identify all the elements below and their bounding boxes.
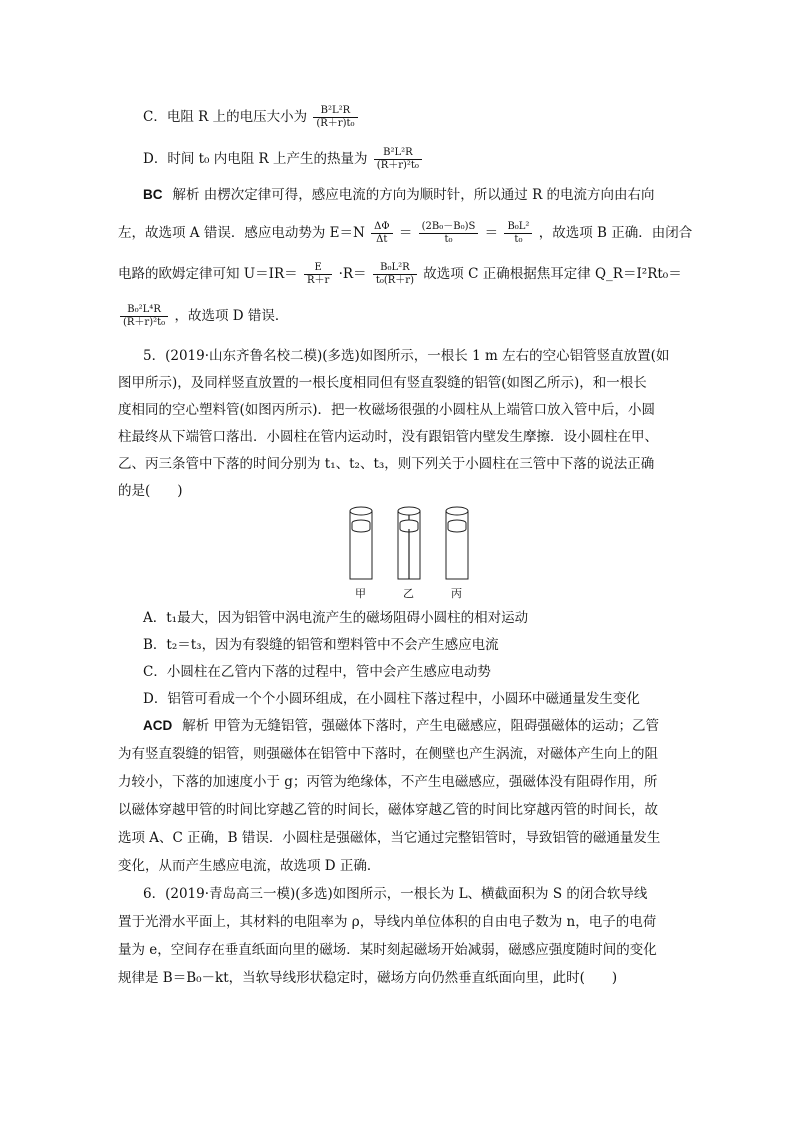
fraction <box>373 262 417 287</box>
q5-option-d: D．铝管可看成一个个小圆环组成，在小圆柱下落过程中，小圆环中磁通量发生变化 <box>143 691 640 707</box>
fraction <box>371 221 392 246</box>
q5-option-a: A．t₁最大，因为铝管中涡电流产生的磁场阻碍小圆柱的相对运动 <box>143 610 529 626</box>
frac-numerator: B₀²L⁴R <box>120 304 168 317</box>
frac-denominator: (R＋r)t₀ <box>316 118 355 129</box>
q5-line2: 图甲所示)，及同样竖直放置的一根长度相同但有竖直裂缝的铝管(如图乙所示)，和一根长 <box>118 375 647 391</box>
frac-numerator: B₀L²R <box>373 262 417 275</box>
analysis-text: ，故选项 B 正确．由闭合 <box>538 225 693 241</box>
answer-label: BC <box>143 187 163 202</box>
fraction <box>504 221 532 246</box>
fraction <box>120 304 168 329</box>
equals-sign: ＝ <box>398 225 413 241</box>
q5-option-b: B．t₂＝t₃，因为有裂缝的铝管和塑料管中不会产生感应电流 <box>143 637 499 653</box>
analysis1-line3 <box>118 262 682 287</box>
analysis1-line1 <box>143 186 655 204</box>
q5-line1: 5．(2019·山东齐鲁名校二模)(多选)如图所示，一根长 1 m 左右的空心铝管竖直放置(如 <box>143 348 670 364</box>
frac-denominator: (R＋r)²t₀ <box>376 160 419 171</box>
tube-jia <box>350 507 372 579</box>
fraction <box>419 221 479 246</box>
q6-line2: 置于光滑水平面上，其材料的电阻率为 ρ，导线内单位体积的自由电子数为 n，电子的电荷 <box>118 914 657 930</box>
q5-line5: 乙、丙三条管中下落的时间分别为 t₁、t₂、t₃，则下列关于小圆柱在三管中下落的说法正确 <box>118 456 655 472</box>
answer-label: ACD <box>143 718 173 733</box>
frac-numerator: (2B₀－B₀)S <box>419 221 479 234</box>
analysis2-line1 <box>143 717 659 735</box>
analysis-text: 解析 由楞次定律可得，感应电流的方向为顺时针，所以通过 R 的电流方向由右向 <box>172 187 655 203</box>
frac-numerator: ΔΦ <box>371 221 392 234</box>
analysis2-line6: 变化，从而产生感应电流，故选项 D 正确． <box>118 858 381 874</box>
analysis1-line2 <box>118 221 692 246</box>
analysis-text: 故选项 C 正确根据焦耳定律 Q_R＝I²Rt₀＝ <box>423 266 682 282</box>
tube-yi <box>398 507 420 579</box>
equals-sign: ＝ <box>484 225 499 241</box>
frac-numerator: B²L²R <box>374 147 422 160</box>
fig-label-yi: 乙 <box>403 587 414 600</box>
q5-option-c: C．小圆柱在乙管内下落的过程中，管中会产生感应电动势 <box>143 664 491 680</box>
three-tubes-figure <box>338 505 478 585</box>
fraction <box>304 262 332 287</box>
q5-line6: 的是( ) <box>118 483 183 499</box>
frac-denominator: (R＋r)²t₀ <box>123 317 166 328</box>
analysis-text: ·R＝ <box>338 266 367 282</box>
analysis-text: 电路的欧姆定律可知 U＝IR＝ <box>118 266 298 282</box>
analysis1-line4 <box>118 304 288 329</box>
analysis-text: 左，故选项 A 错误．感应电动势为 E＝N <box>118 225 365 241</box>
analysis-text: ，故选项 D 错误． <box>174 308 289 324</box>
tube-bing <box>446 507 468 579</box>
analysis2-line4: 以磁体穿越甲管的时间比穿越乙管的时间长，磁体穿越乙管的时间比穿越丙管的时间长，故 <box>118 802 658 818</box>
analysis2-line5: 选项 A、C 正确，B 错误．小圆柱是强磁体，当它通过完整铝管时，导致铝管的磁通量发生 <box>118 830 661 846</box>
analysis2-line3: 力较小，下落的加速度小于 g；丙管为绝缘体，不产生电磁感应，强磁体没有阻碍作用，所 <box>118 774 658 790</box>
option-d-text: D．时间 t₀ 内电阻 R 上产生的热量为 <box>143 151 368 167</box>
fig-label-bing: 丙 <box>451 587 462 600</box>
option-c-fraction <box>313 105 357 130</box>
frac-denominator: R＋r <box>306 275 330 286</box>
option-d-prev <box>143 147 424 172</box>
q6-line1: 6．(2019·青岛高三一模)(多选)如图所示，一根长为 L、横截面积为 S 的闭合软导线 <box>143 886 648 902</box>
q5-line4: 柱最终从下端管口落出．小圆柱在管内运动时，没有跟铝管内壁发生摩擦．设小圆柱在甲、 <box>118 429 658 445</box>
frac-numerator: E <box>304 262 332 275</box>
fig-label-jia: 甲 <box>355 587 366 600</box>
frac-denominator: Δt <box>376 234 388 245</box>
analysis-text: 解析 甲管为无缝铝管，强磁体下落时，产生电磁感应，阻碍强磁体的运动；乙管 <box>182 718 660 734</box>
frac-numerator: B₀L² <box>504 221 532 234</box>
frac-denominator: t₀(R＋r) <box>375 275 414 286</box>
analysis2-line2: 为有竖直裂缝的铝管，则强磁体在铝管中下落时，在侧壁也产生涡流，对磁体产生向上的阻 <box>118 746 658 762</box>
frac-denominator: t₀ <box>514 234 523 245</box>
frac-denominator: t₀ <box>444 234 453 245</box>
q6-line4: 规律是 B＝B₀－kt，当软导线形状稳定时，磁场方向仍然垂直纸面向里，此时( ) <box>118 970 618 986</box>
q6-line3: 量为 e，空间存在垂直纸面向里的磁场．某时刻起磁场开始减弱，磁感应强度随时间的变化 <box>118 942 657 958</box>
option-c-prev <box>143 105 360 130</box>
option-d-fraction <box>374 147 422 172</box>
q5-line3: 度相同的空心塑料管(如图丙所示)．把一枚磁场很强的小圆柱从上端管口放入管中后，小圆 <box>118 402 656 418</box>
frac-numerator: B²L²R <box>313 105 357 118</box>
option-c-text: C．电阻 R 上的电压大小为 <box>143 109 308 125</box>
